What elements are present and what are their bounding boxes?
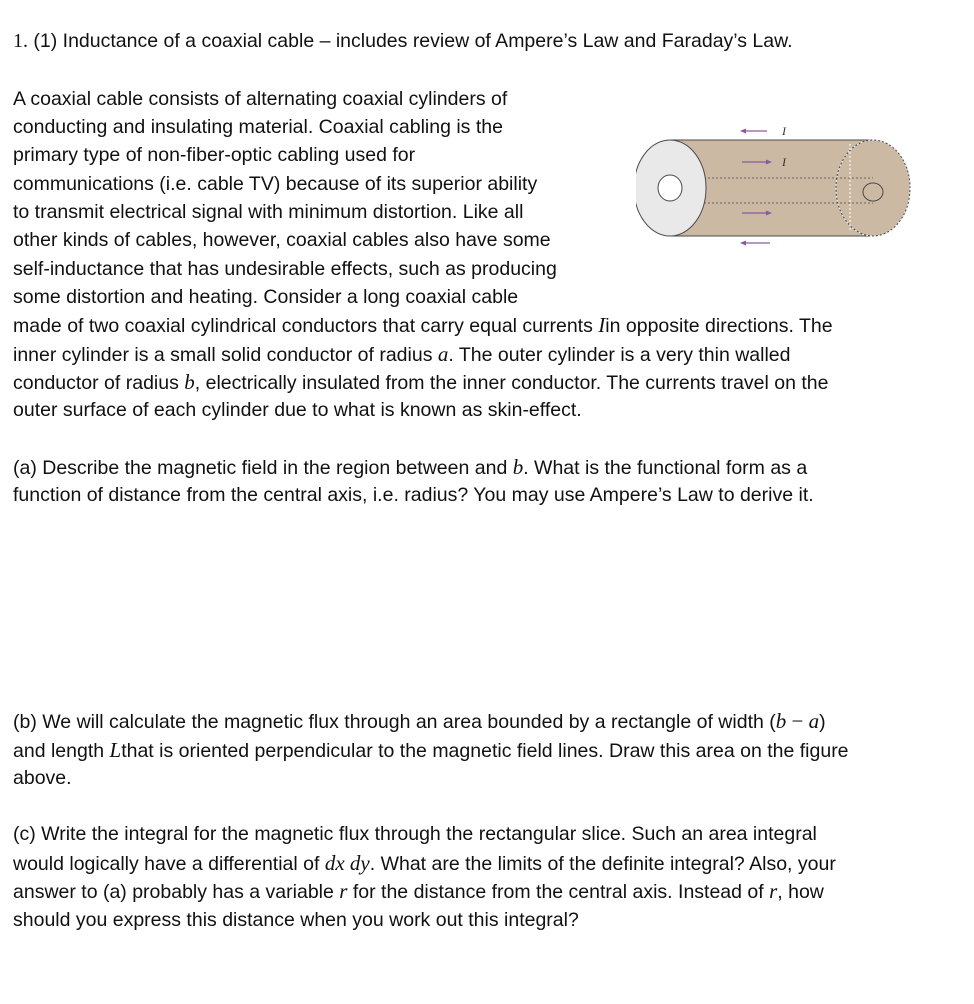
problem-title-text: (1) Inductance of a coaxial cable – includes review of Ampere’s Law and Faraday’s Law. [33, 30, 793, 52]
math-expression: dx dy [324, 851, 370, 875]
intro-line: to transmit electrical signal with minimum distortion. Like all [13, 201, 524, 223]
math-op: − [786, 709, 809, 733]
text-run: (b) We will calculate the magnetic flux through an area bounded by a rectangle of width ( [13, 711, 776, 733]
math-var: a [808, 709, 820, 733]
part-b-line [13, 707, 826, 736]
intro-line: other kinds of cables, however, coaxial cables also have some [13, 229, 551, 251]
part-c-line: should you express this distance when you work out this integral? [13, 909, 579, 931]
text-run: in opposite directions. The [605, 315, 833, 337]
coaxial-cable-figure [636, 112, 916, 252]
problem-title [13, 27, 793, 55]
intro-line: conducting and insulating material. Coaxial cabling is the [13, 116, 503, 138]
text-run: . The outer cylinder is a very thin walled [448, 344, 791, 366]
part-c-line [13, 849, 836, 878]
math-var: r [769, 879, 778, 903]
intro-line: A coaxial cable consists of alternating coaxial cylinders of [13, 88, 508, 110]
math-var: L [109, 738, 122, 762]
intro-line: some distortion and heating. Consider a long coaxial cable [13, 286, 519, 308]
problem-number: 1. [13, 30, 28, 52]
text-run: , how [777, 881, 824, 903]
arrow-bottom-left-icon [740, 241, 770, 246]
math-var: a [437, 342, 449, 366]
math-var: r [339, 879, 348, 903]
text-run: made of two coaxial cylindrical conductors that carry equal currents [13, 315, 599, 337]
text-run: , electrically insulated from the inner conductor. The currents travel on the [194, 372, 829, 394]
part-b-line: above. [13, 767, 72, 789]
current-label-top: I [782, 124, 786, 138]
math-var: I [598, 313, 606, 337]
text-run: conductor of radius [13, 372, 185, 394]
part-c-line: (c) Write the integral for the magnetic flux through the rectangular slice. Such an area integral [13, 823, 817, 845]
intro-line: primary type of non-fiber-optic cabling used for [13, 144, 416, 166]
arrow-top-left-icon [740, 129, 767, 134]
math-var: b [775, 709, 787, 733]
math-var: b [184, 370, 195, 394]
part-c-line [13, 877, 824, 906]
intro-line: outer surface of each cylinder due to what is known as skin-effect. [13, 399, 582, 421]
current-label-mid: I [782, 155, 786, 169]
text-run: answer to (a) probably has a variable [13, 881, 340, 903]
text-run: would logically have a differential of [13, 853, 325, 875]
text-run: for the distance from the central axis. Instead of [347, 881, 770, 903]
intro-line [13, 340, 791, 369]
part-a-line [13, 453, 807, 482]
math-var: b [512, 455, 524, 479]
intro-line: self-inductance that has undesirable effects, such as producing [13, 258, 557, 280]
text-run: and length [13, 740, 110, 762]
text-run: (a) Describe the magnetic field in the region between and [13, 457, 513, 479]
part-b-line [13, 736, 849, 765]
part-a-line: function of distance from the central axis, i.e. radius? You may use Ampere’s Law to derive it. [13, 484, 814, 506]
text-run: . What is the functional form as a [523, 457, 808, 479]
intro-line [13, 311, 833, 340]
intro-line: communications (i.e. cable TV) because of its superior ability [13, 173, 538, 195]
intro-line [13, 368, 828, 397]
text-run: ) [819, 711, 826, 733]
text-run: that is oriented perpendicular to the magnetic field lines. Draw this area on the figure [121, 740, 849, 762]
inner-conductor-near-end [658, 175, 682, 201]
text-run: . What are the limits of the definite integral? Also, your [369, 853, 836, 875]
text-run: inner cylinder is a small solid conductor of radius [13, 344, 438, 366]
